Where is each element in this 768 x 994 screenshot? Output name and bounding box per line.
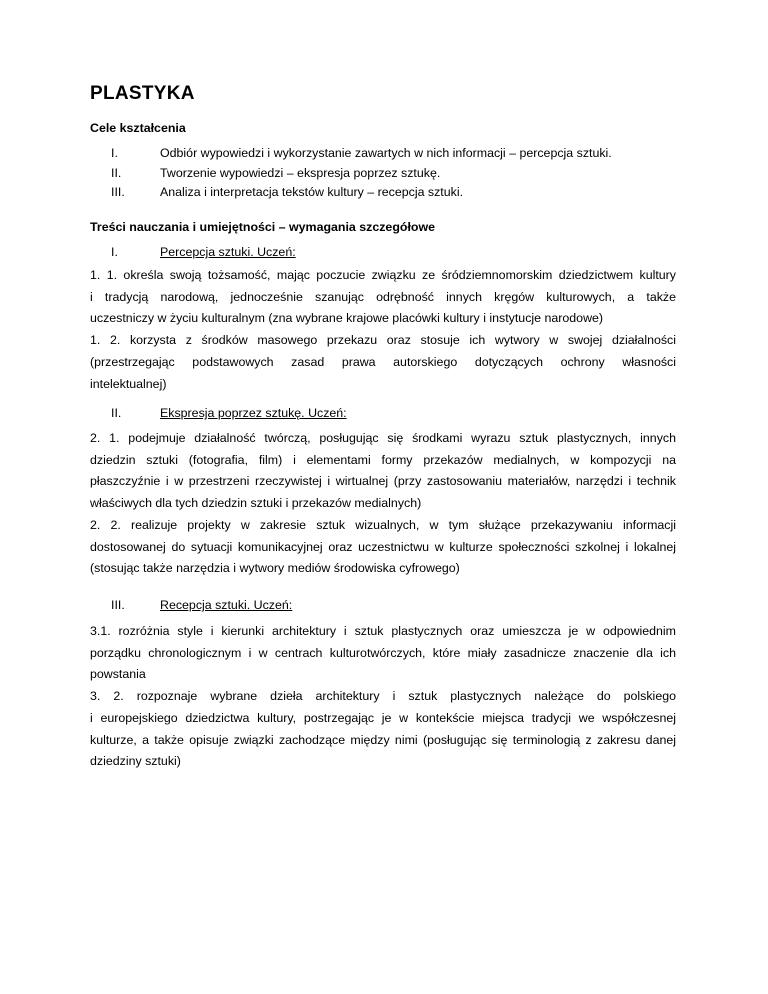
- paragraph-line: i europejskiego dziedzictwa kultury, postrzegając je w kontekście miejsca tradycji we współczesnej: [90, 710, 676, 725]
- paragraph: [90, 265, 676, 395]
- paragraph-line: powstania: [90, 667, 146, 682]
- page-title: PLASTYKA: [90, 83, 195, 104]
- section-title: Recepcja sztuki. Uczeń:: [160, 598, 293, 612]
- paragraph-line: 3. 2. rozpoznaje wybrane dzieła architektury i sztuk plastycznych należące do polskiego: [90, 689, 676, 704]
- goal-text: Analiza i interpretacja tekstów kultury – recepcja sztuki.: [160, 185, 464, 199]
- goal-text: Odbiór wypowiedzi i wykorzystanie zawartych w nich informacji – percepcja sztuki.: [160, 146, 612, 160]
- section-number: III.: [111, 598, 125, 612]
- section-number: I.: [111, 245, 118, 259]
- paragraph-line: właściwych dla tych dziedzin sztuki i przekazów medialnych): [90, 496, 422, 511]
- paragraph-line: 2. 1. podejmuje działalność twórczą, posługując się środkami wyrazu sztuk plastycznych, innych: [90, 431, 676, 445]
- paragraph-line: intelektualnej): [90, 376, 167, 391]
- paragraph-line: płaszczyźnie i w przestrzeni rzeczywistej i wirtualnej (przy zastosowaniu materiałów, narzędzi i technik: [90, 474, 676, 489]
- section-number: II.: [111, 406, 122, 420]
- paragraph-line: porządku chronologicznym i w centrach kulturotwórczych, które miały zasadnicze znaczenie dla ich: [90, 645, 676, 660]
- paragraph: [90, 428, 676, 580]
- paragraph: [90, 621, 676, 773]
- paragraph-line: kulturze, a także opisuje związki zachodzące między nimi (posługując się terminologią z zakresu danej: [90, 732, 676, 747]
- goal-text: Tworzenie wypowiedzi – ekspresja poprzez sztukę.: [160, 166, 441, 180]
- goal-number: II.: [111, 166, 122, 180]
- paragraph-line: dziedziny sztuki): [90, 754, 181, 769]
- paragraph-line: 1. 1. określa swoją tożsamość, mając poczucie związku ze śródziemnomorskim dziedzictwem kultury: [90, 268, 676, 282]
- paragraph-line: dostosowanej do sytuacji komunikacyjnej oraz uczestnictwu w kulturze społeczności szkolnej i lokalnej: [90, 539, 676, 554]
- paragraph-line: (stosując także narzędzia i wytwory mediów środowiska cyfrowego): [90, 561, 460, 576]
- goal-number: III.: [111, 185, 125, 199]
- goals-heading: Cele kształcenia: [90, 121, 186, 135]
- content-heading: Treści nauczania i umiejętności – wymagania szczegółowe: [90, 220, 436, 234]
- paragraph-line: 2. 2. realizuje projekty w zakresie sztuk wizualnych, w tym służące przekazywaniu informacji: [90, 517, 676, 532]
- goal-number: I.: [111, 146, 118, 160]
- paragraph-line: 1. 2. korzysta z środków masowego przekazu oraz stosuje ich wytwory w swojej działalności: [90, 333, 676, 348]
- paragraph-line: 3.1. rozróżnia style i kierunki architektury i sztuk plastycznych oraz umieszcza je w odpowiednim: [90, 624, 676, 638]
- section-title: Percepcja sztuki. Uczeń:: [160, 245, 296, 259]
- paragraph-line: uczestniczy w życiu kulturalnym (zna wybrane krajowe placówki kultury i instytucje narodowe): [90, 311, 604, 326]
- paragraph-line: dziedzin sztuki (fotografia, film) i elementami formy przekazów medialnych, w kompozycji na: [90, 452, 676, 467]
- paragraph-line: (przestrzegając podstawowych zasad prawa autorskiego dotyczących ochrony własności: [90, 354, 676, 369]
- paragraph-line: i tradycją narodową, jednocześnie szanując odrębność innych kręgów kulturowych, a także: [90, 289, 676, 304]
- section-title: Ekspresja poprzez sztukę. Uczeń:: [160, 406, 347, 420]
